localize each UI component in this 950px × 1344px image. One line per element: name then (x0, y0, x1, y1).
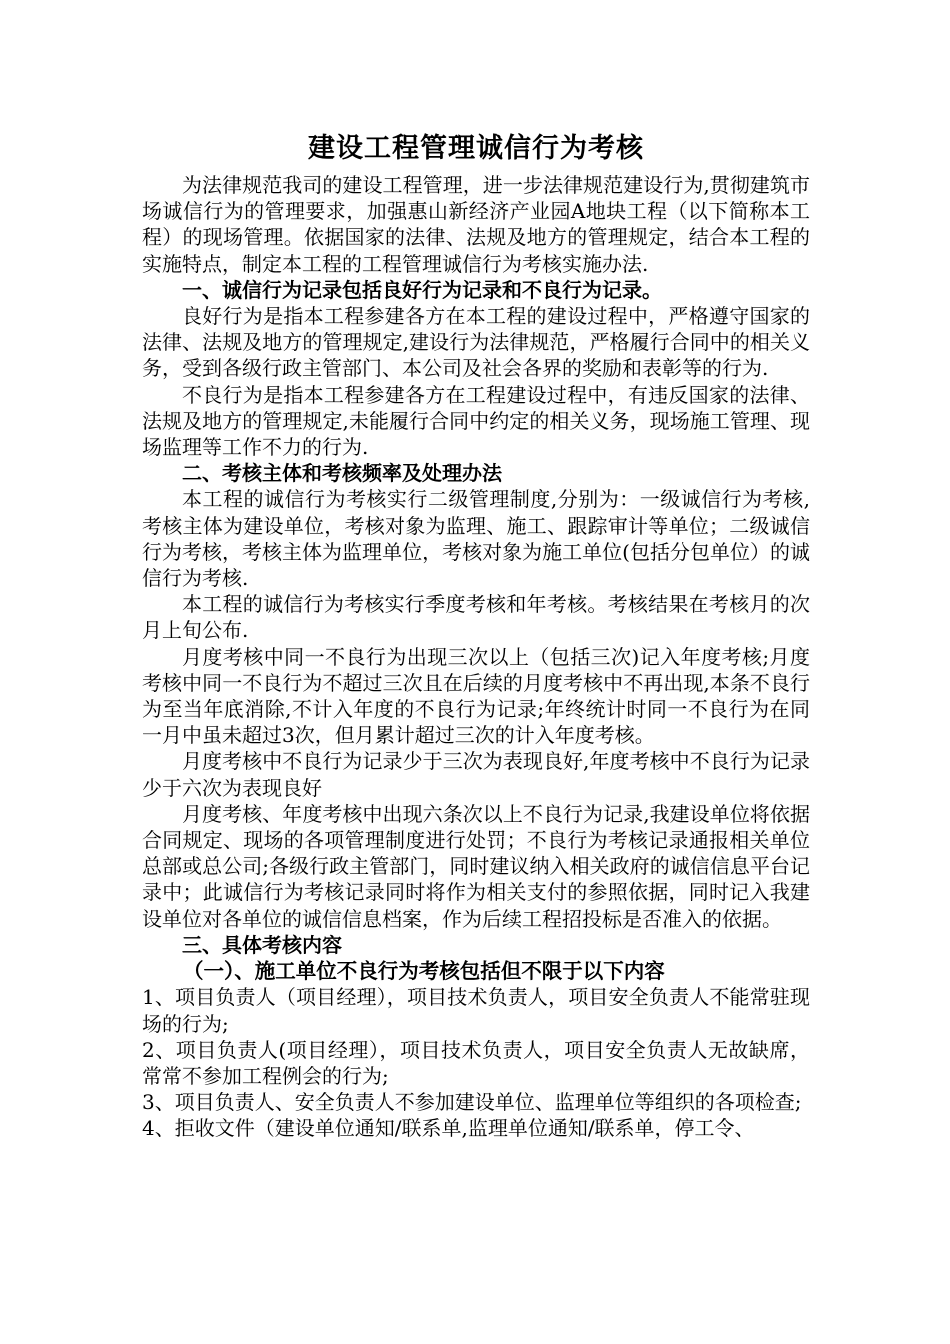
bad-behavior-paragraph: 不良行为是指本工程参建各方在工程建设过程中，有违反国家的法律、法规及地方的管理规定,未能履行合同中约定的相关义务，现场施工管理、现场监理等工作不力的行为. (142, 382, 810, 460)
list-item: 1、项目负责人（项目经理），项目技术负责人，项目安全负责人不能常驻现场的行为; (142, 985, 810, 1036)
document-page (142, 128, 810, 1142)
section-heading-3: 三、具体考核内容 (182, 932, 342, 957)
list-item: 2、项目负责人(项目经理），项目技术负责人，项目安全负责人无故缺席，常常不参加工程例会的行为; (142, 1037, 810, 1088)
good-performance-paragraph: 月度考核中不良行为记录少于三次为表现良好,年度考核中不良行为记录少于六次为表现良好 (142, 749, 810, 800)
section-heading-1: 一、诚信行为记录包括良好行为记录和不良行为记录。 (182, 277, 662, 302)
assessment-frequency-paragraph: 本工程的诚信行为考核实行季度考核和年考核。考核结果在考核月的次月上旬公布. (142, 592, 810, 643)
list-item: 4、拒收文件（建设单位通知/联系单,监理单位通知/联系单，停工令、 (142, 1116, 755, 1141)
monthly-assessment-paragraph: 月度考核中同一不良行为出现三次以上（包括三次)记入年度考核;月度考核中同一不良行为不超过三次且在后续的月度考核中不再出现,本条不良行为至当年底消除,不计入年度的不良行为记录;年终统计时同一不良行为在同一月中虽未超过3次，但月累计超过三次的计入年度考核。 (142, 644, 810, 748)
section-heading-2: 二、考核主体和考核频率及处理办法 (182, 461, 502, 486)
intro-paragraph: 为法律规范我司的建设工程管理，进一步法律规范建设行为,贯彻建筑市场诚信行为的管理要求，加强惠山新经济产业园A地块工程（以下简称本工程）的现场管理。依据国家的法律、法规及地方的管理规定，结合本工程的实施特点，制定本工程的工程管理诚信行为考核实施办法. (142, 173, 810, 276)
good-behavior-paragraph: 良好行为是指本工程参建各方在本工程的建设过程中，严格遵守国家的法律、法规及地方的管理规定,建设行为法律规范，严格履行合同中的相关义务，受到各级行政主管部门、本公司及社会各界的奖励和表彰等的行为. (142, 304, 810, 381)
list-item: 3、项目负责人、安全负责人不参加建设单位、监理单位等组织的各项检查; (142, 1090, 802, 1115)
subsection-heading-1: （一）、施工单位不良行为考核包括但不限于以下内容 (183, 959, 665, 984)
document-title: 建设工程管理诚信行为考核 (308, 133, 644, 164)
management-system-paragraph: 本工程的诚信行为考核实行二级管理制度,分别为：一级诚信行为考核,考核主体为建设单位，考核对象为监理、施工、跟踪审计等单位；二级诚信行为考核，考核主体为监理单位，考核对象为施工单位(包括分包单位）的诚信行为考核. (142, 487, 810, 591)
penalty-paragraph: 月度考核、年度考核中出现六条次以上不良行为记录,我建设单位将依据合同规定、现场的各项管理制度进行处罚；不良行为考核记录通报相关单位总部或总公司;各级行政主管部门，同时建议纳入相关政府的诚信信息平台记录中；此诚信行为考核记录同时将作为相关支付的参照依据，同时记入我建设单位对各单位的诚信信息档案，作为后续工程招投标是否准入的依据。 (142, 801, 810, 931)
